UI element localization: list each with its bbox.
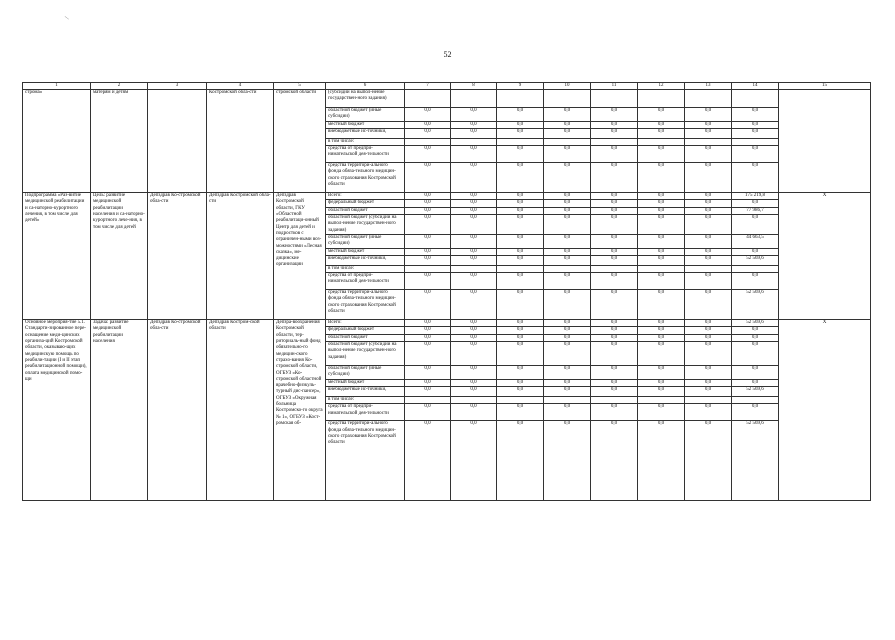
entry-c4-cell: Депздрав Костромской обла-сти: [207, 193, 274, 320]
value-cell: 0,0: [685, 163, 732, 193]
entry-c2-cell: Цель: развитие медицинской реабилитации населения и са-наторно-курортного лече-ния, в том числе для детей: [91, 193, 148, 320]
value-cell: 0,0: [638, 379, 685, 386]
value-cell: 0,0: [451, 320, 497, 327]
column-number-cell: 15: [779, 83, 871, 90]
value-cell: [451, 396, 497, 403]
value-cell: 0,0: [451, 121, 497, 128]
value-cell: 0,0: [591, 320, 638, 327]
value-cell: 0,0: [591, 146, 638, 163]
value-cell: 0,0: [497, 379, 544, 386]
value-cell: 0,0: [405, 163, 451, 193]
value-cell: 0,0: [591, 334, 638, 341]
value-cell: 0,0: [497, 248, 544, 255]
value-cell: 0,0: [685, 193, 732, 200]
value-cell: 0,0: [732, 379, 779, 386]
value-cell: 0,0: [591, 421, 638, 501]
value-cell: 0,0: [638, 290, 685, 320]
funding-source-label: Всего:: [326, 320, 405, 327]
funding-source-label: федеральный бюджет: [326, 327, 405, 334]
column-number-cell: 6: [326, 83, 405, 90]
funding-source-label: областной бюджет: [326, 207, 405, 214]
column-number-row: [23, 83, 871, 90]
value-cell: 0,0: [591, 366, 638, 380]
value-cell: 0,0: [591, 215, 638, 235]
value-cell: 0,0: [591, 128, 638, 138]
entry-c5-cell: Депздрав Костромской области, ГКУ «Областной реабилитаци-онный Центр для детей и подростков с ограничен-ными воз-можностями «Лесная сказка», ме-дицинские организации: [274, 193, 326, 320]
value-cell: 0,0: [497, 108, 544, 122]
value-cell: 0,0: [405, 273, 451, 290]
value-cell: 0,0: [544, 193, 591, 200]
value-cell: 0,0: [638, 421, 685, 501]
value-cell: 0,0: [591, 404, 638, 421]
funding-source-label: внебюджетные ис-точники,: [326, 386, 405, 396]
value-cell: 0,0: [405, 207, 451, 214]
value-cell: 0,0: [591, 255, 638, 265]
funding-source-label: областной бюджет (субсидии на выпол-нение государствен-ного задания): [326, 215, 405, 235]
value-cell: [685, 90, 732, 108]
value-cell: 52 569,6: [732, 386, 779, 396]
value-cell: [732, 396, 779, 403]
value-cell: 0,0: [685, 366, 732, 380]
value-cell: 0,0: [405, 234, 451, 248]
value-cell: 0,0: [544, 421, 591, 501]
column-number-cell: 10: [544, 83, 591, 90]
value-cell: 0,0: [451, 163, 497, 193]
value-cell: 0,0: [638, 342, 685, 366]
funding-source-label: областной бюджет (иные субсидии): [326, 108, 405, 122]
value-cell: 0,0: [544, 334, 591, 341]
value-cell: 0,0: [685, 273, 732, 290]
value-cell: 0,0: [544, 327, 591, 334]
value-cell: 0,0: [544, 404, 591, 421]
value-cell: 0,0: [405, 200, 451, 207]
value-cell: 0,0: [591, 108, 638, 122]
value-cell: 0,0: [544, 108, 591, 122]
value-cell: [591, 138, 638, 145]
entry-c4-cell: Костромской обла-сти: [207, 90, 274, 193]
value-cell: 0,0: [591, 327, 638, 334]
value-cell: 0,0: [591, 121, 638, 128]
value-cell: [451, 138, 497, 145]
value-cell: 0,0: [638, 128, 685, 138]
value-cell: 0,0: [638, 193, 685, 200]
value-cell: 0,0: [497, 200, 544, 207]
value-cell: [685, 396, 732, 403]
funding-source-label: средства территори-ального фонда обяза-тельного медицин-ского страхования Костромской области: [326, 421, 405, 501]
value-cell: 0,0: [451, 290, 497, 320]
funding-source-label: местный бюджет: [326, 121, 405, 128]
funding-source-label: местный бюджет: [326, 248, 405, 255]
value-cell: 0,0: [544, 128, 591, 138]
value-cell: 0,0: [405, 215, 451, 235]
value-cell: 0,0: [732, 108, 779, 122]
value-cell: 0,0: [451, 128, 497, 138]
value-cell: 0,0: [497, 342, 544, 366]
value-cell: 0,0: [497, 128, 544, 138]
value-cell: 52 569,6: [732, 255, 779, 265]
funding-source-label: в том числе:: [326, 396, 405, 403]
value-cell: 0,0: [685, 234, 732, 248]
value-cell: [544, 265, 591, 272]
entry-c2-cell: Задача: развитие медицинской реабилитации населения: [91, 320, 148, 501]
value-cell: 0,0: [544, 146, 591, 163]
value-cell: 0,0: [638, 334, 685, 341]
value-cell: 0,0: [544, 386, 591, 396]
value-cell: [732, 265, 779, 272]
value-cell: [544, 138, 591, 145]
value-cell: 0,0: [685, 255, 732, 265]
entry-c3-cell: Депздрав Ко-стромской обла-сти: [148, 193, 207, 320]
value-cell: 0,0: [497, 366, 544, 380]
value-cell: 0,0: [685, 379, 732, 386]
value-cell: 0,0: [451, 146, 497, 163]
value-cell: [732, 90, 779, 108]
table-row: [23, 193, 871, 200]
entry-c5-cell: Депзра-воохранения Костромской области, тер-риториаль-ный фонд обязательно-го медицин-ского страхо-вания Ко-стромской области, ОГБУЗ «Ко-стромской областной врачебно-физкуль-турный дис-пансер», ОГБУЗ «Окружная больница Костромско-го округа № 1», ОГБУЗ «Кост-ромская об-: [274, 320, 326, 501]
funding-source-label: в том числе:: [326, 265, 405, 272]
column-number-cell: 11: [591, 83, 638, 90]
value-cell: 0,0: [638, 200, 685, 207]
value-cell: 0,0: [732, 128, 779, 138]
value-cell: 0,0: [591, 273, 638, 290]
column-number-cell: 3: [148, 83, 207, 90]
value-cell: 0,0: [591, 200, 638, 207]
value-cell: 0,0: [405, 146, 451, 163]
value-cell: [451, 90, 497, 108]
value-cell: 0,0: [591, 193, 638, 200]
value-cell: 0,0: [638, 234, 685, 248]
value-cell: 0,0: [544, 200, 591, 207]
value-cell: 0,0: [685, 404, 732, 421]
funding-source-label: средства от предпри-нимательской дея-тельности: [326, 273, 405, 290]
value-cell: 0,0: [685, 207, 732, 214]
value-cell: 0,0: [685, 334, 732, 341]
value-cell: 0,0: [451, 193, 497, 200]
value-cell: 0,0: [405, 404, 451, 421]
value-cell: 0,0: [544, 121, 591, 128]
value-cell: [638, 396, 685, 403]
funding-source-label: внебюджетные ис-точники,: [326, 128, 405, 138]
funding-source-label: в том числе:: [326, 138, 405, 145]
value-cell: 0,0: [732, 327, 779, 334]
value-cell: 0,0: [685, 386, 732, 396]
column-number-cell: 8: [451, 83, 497, 90]
value-cell: 0,0: [544, 273, 591, 290]
value-cell: 0,0: [544, 163, 591, 193]
value-cell: 0,0: [638, 108, 685, 122]
value-cell: 0,0: [591, 386, 638, 396]
value-cell: 0,0: [685, 146, 732, 163]
value-cell: 0,0: [732, 146, 779, 163]
value-cell: 0,0: [451, 273, 497, 290]
value-cell: 0,0: [638, 255, 685, 265]
value-cell: 44 663,5: [732, 234, 779, 248]
value-cell: 0,0: [544, 215, 591, 235]
value-cell: 0,0: [544, 207, 591, 214]
funding-source-label: (субсидии на выпол-нение государствен-ного задания): [326, 90, 405, 108]
value-cell: 0,0: [591, 342, 638, 366]
value-cell: [685, 265, 732, 272]
value-cell: 0,0: [591, 248, 638, 255]
value-cell: 0,0: [685, 121, 732, 128]
value-cell: 175 219,8: [732, 193, 779, 200]
value-cell: 0,0: [497, 320, 544, 327]
value-cell: 0,0: [497, 193, 544, 200]
value-cell: [591, 265, 638, 272]
value-cell: 0,0: [451, 334, 497, 341]
value-cell: 0,0: [544, 234, 591, 248]
value-cell: [405, 265, 451, 272]
value-cell: [405, 90, 451, 108]
column-15-cell: [779, 90, 871, 193]
value-cell: 0,0: [497, 207, 544, 214]
value-cell: 0,0: [405, 108, 451, 122]
value-cell: 0,0: [544, 255, 591, 265]
funding-source-label: средства от предпри-нимательской дея-тельности: [326, 404, 405, 421]
funding-source-label: федеральный бюджет: [326, 200, 405, 207]
value-cell: 0,0: [591, 163, 638, 193]
value-cell: 0,0: [451, 404, 497, 421]
value-cell: 0,0: [405, 366, 451, 380]
value-cell: 77 986,7: [732, 207, 779, 214]
value-cell: [451, 265, 497, 272]
value-cell: [638, 265, 685, 272]
column-number-cell: 13: [685, 83, 732, 90]
value-cell: 52 569,6: [732, 320, 779, 327]
value-cell: 0,0: [685, 327, 732, 334]
value-cell: 0,0: [591, 234, 638, 248]
value-cell: 0,0: [638, 215, 685, 235]
value-cell: 0,0: [451, 108, 497, 122]
column-number-cell: 1: [23, 83, 91, 90]
value-cell: 0,0: [638, 327, 685, 334]
value-cell: 0,0: [732, 248, 779, 255]
value-cell: 0,0: [451, 366, 497, 380]
value-cell: 0,0: [497, 146, 544, 163]
value-cell: 0,0: [405, 342, 451, 366]
value-cell: 0,0: [638, 320, 685, 327]
value-cell: 0,0: [497, 386, 544, 396]
value-cell: 0,0: [685, 215, 732, 235]
value-cell: 0,0: [638, 121, 685, 128]
entry-c2-cell: матерям и детям: [91, 90, 148, 193]
value-cell: [638, 90, 685, 108]
value-cell: 0,0: [685, 248, 732, 255]
value-cell: 52 569,6: [732, 421, 779, 501]
table-row: [23, 90, 871, 108]
value-cell: [732, 138, 779, 145]
value-cell: 0,0: [497, 290, 544, 320]
value-cell: [591, 90, 638, 108]
value-cell: 0,0: [591, 290, 638, 320]
value-cell: 0,0: [685, 200, 732, 207]
value-cell: 0,0: [451, 386, 497, 396]
value-cell: [497, 90, 544, 108]
column-number-cell: 7: [405, 83, 451, 90]
value-cell: 0,0: [544, 248, 591, 255]
value-cell: [405, 396, 451, 403]
entry-c1-cell: Подпрограмма «Раз-витие медицинской реабилитации и са-наторно-курортного лечения, в том числе для детей»: [23, 193, 91, 320]
value-cell: 0,0: [732, 334, 779, 341]
value-cell: [544, 396, 591, 403]
value-cell: [405, 138, 451, 145]
value-cell: 0,0: [405, 421, 451, 501]
scan-mark: \: [63, 14, 71, 22]
value-cell: 0,0: [544, 290, 591, 320]
entry-c5-cell: стромской области: [274, 90, 326, 193]
value-cell: 0,0: [497, 121, 544, 128]
value-cell: 0,0: [544, 366, 591, 380]
value-cell: 0,0: [638, 404, 685, 421]
entry-c3-cell: Депздрав Ко-стромской обла-сти: [148, 320, 207, 501]
value-cell: 52 569,6: [732, 290, 779, 320]
value-cell: 0,0: [591, 207, 638, 214]
value-cell: 0,0: [451, 255, 497, 265]
value-cell: 0,0: [405, 193, 451, 200]
value-cell: 0,0: [497, 273, 544, 290]
value-cell: [497, 138, 544, 145]
value-cell: 0,0: [732, 215, 779, 235]
column-number-cell: 5: [274, 83, 326, 90]
value-cell: 0,0: [451, 421, 497, 501]
column-number-cell: 2: [91, 83, 148, 90]
value-cell: 0,0: [451, 248, 497, 255]
value-cell: 0,0: [497, 234, 544, 248]
column-15-cell: X: [779, 193, 871, 320]
value-cell: [497, 265, 544, 272]
column-number-cell: 12: [638, 83, 685, 90]
value-cell: 0,0: [591, 379, 638, 386]
value-cell: 0,0: [685, 342, 732, 366]
value-cell: 0,0: [451, 342, 497, 366]
value-cell: 0,0: [497, 421, 544, 501]
value-cell: 0,0: [732, 342, 779, 366]
value-cell: 0,0: [638, 207, 685, 214]
funding-source-label: внебюджетные ис-точники,: [326, 255, 405, 265]
value-cell: 0,0: [638, 366, 685, 380]
funding-source-label: областной бюджет (субсидии на выпол-нение государствен-ного задания): [326, 342, 405, 366]
value-cell: 0,0: [685, 421, 732, 501]
value-cell: 0,0: [497, 255, 544, 265]
value-cell: 0,0: [405, 334, 451, 341]
value-cell: [638, 138, 685, 145]
funding-source-label: областной бюджет (иные субсидии): [326, 234, 405, 248]
funding-source-label: средства территори-ального фонда обяза-тельного медицин-ского страхования Костромской области: [326, 290, 405, 320]
value-cell: 0,0: [405, 320, 451, 327]
value-cell: [591, 396, 638, 403]
column-number-cell: 4: [207, 83, 274, 90]
value-cell: 0,0: [732, 404, 779, 421]
funding-source-label: Всего:: [326, 193, 405, 200]
funding-source-label: местный бюджет: [326, 379, 405, 386]
value-cell: 0,0: [732, 121, 779, 128]
entry-c1-cell: строма»: [23, 90, 91, 193]
value-cell: 0,0: [638, 248, 685, 255]
funding-source-label: областной бюджет: [326, 334, 405, 341]
column-15-cell: X: [779, 320, 871, 501]
table-row: [23, 320, 871, 327]
value-cell: 0,0: [405, 128, 451, 138]
value-cell: 0,0: [451, 200, 497, 207]
value-cell: 0,0: [638, 273, 685, 290]
value-cell: 0,0: [405, 327, 451, 334]
value-cell: 0,0: [685, 128, 732, 138]
value-cell: 0,0: [732, 366, 779, 380]
value-cell: 0,0: [405, 121, 451, 128]
value-cell: 0,0: [405, 379, 451, 386]
value-cell: 0,0: [544, 379, 591, 386]
column-number-cell: 14: [732, 83, 779, 90]
value-cell: 0,0: [451, 379, 497, 386]
value-cell: 0,0: [405, 290, 451, 320]
value-cell: 0,0: [732, 163, 779, 193]
funding-source-label: средства территори-ального фонда обяза-тельного медицин-ского страхования Костромской области: [326, 163, 405, 193]
value-cell: 0,0: [405, 386, 451, 396]
entry-c3-cell: [148, 90, 207, 193]
value-cell: 0,0: [497, 163, 544, 193]
value-cell: 0,0: [451, 234, 497, 248]
entry-c4-cell: Депздрав Костром-ской области: [207, 320, 274, 501]
value-cell: 0,0: [638, 146, 685, 163]
entry-c1-cell: Основное мероприя-тие 5.1. Стандарти-зированное пере-оснащение меди-цинских организа-ций Костромской области, оказываю-щих медицинскую помощь по реабили-тации (I и II этап реабилитационной помощи), оплата медицинской помо-щи: [23, 320, 91, 501]
value-cell: 0,0: [638, 386, 685, 396]
value-cell: 0,0: [732, 273, 779, 290]
value-cell: 0,0: [638, 163, 685, 193]
funding-source-label: областной бюджет (иные субсидии): [326, 366, 405, 380]
value-cell: 0,0: [685, 290, 732, 320]
value-cell: 0,0: [451, 215, 497, 235]
value-cell: 0,0: [405, 248, 451, 255]
value-cell: [544, 90, 591, 108]
page-number: 52: [443, 50, 452, 59]
value-cell: 0,0: [405, 255, 451, 265]
value-cell: 0,0: [451, 327, 497, 334]
funding-source-label: средства от предпри-нимательской дея-тельности: [326, 146, 405, 163]
value-cell: 0,0: [497, 404, 544, 421]
funding-table: [22, 82, 871, 501]
value-cell: 0,0: [497, 327, 544, 334]
column-number-cell: 9: [497, 83, 544, 90]
value-cell: 0,0: [685, 320, 732, 327]
value-cell: 0,0: [451, 207, 497, 214]
value-cell: [685, 138, 732, 145]
value-cell: 0,0: [544, 320, 591, 327]
value-cell: 0,0: [544, 342, 591, 366]
value-cell: 0,0: [497, 215, 544, 235]
value-cell: [497, 396, 544, 403]
value-cell: 0,0: [497, 334, 544, 341]
value-cell: 0,0: [685, 108, 732, 122]
value-cell: 0,0: [732, 200, 779, 207]
